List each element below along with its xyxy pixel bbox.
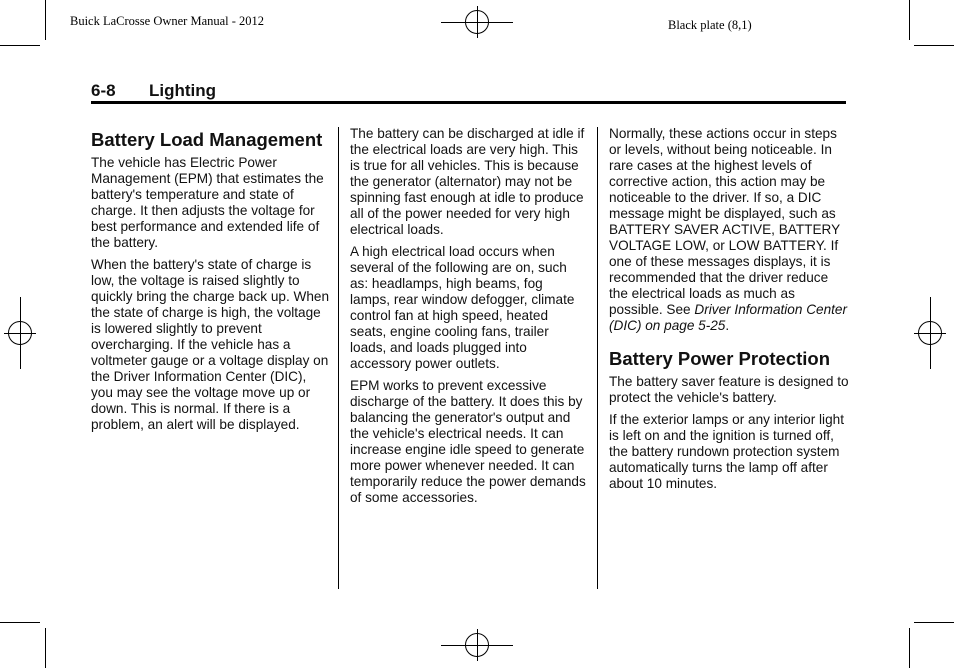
crop-mark-br-h [914, 622, 954, 623]
column-1 [91, 126, 331, 439]
paragraph: The battery saver feature is designed to protect the vehicle's battery. [609, 374, 849, 405]
crop-mark-tr-h [914, 45, 954, 46]
manual-title: Buick LaCrosse Owner Manual - 2012 [70, 14, 265, 28]
section-rule [91, 101, 846, 104]
column-2 [350, 126, 586, 512]
heading-battery-power-protection: Battery Power Protection [609, 348, 831, 369]
crop-mark-tr-v [909, 0, 910, 40]
column-divider-1 [338, 127, 339, 589]
paragraph: If the exterior lamps or any interior light is left on and the ignition is turned off, the battery rundown protection system automatically turns the lamp off after about 10 minutes. [609, 412, 844, 491]
crop-mark-bl-h [0, 622, 40, 623]
paragraph-text: Normally, these actions occur in steps or levels, without being noticeable. In rare cases at the highest levels of corrective action, this action may be noticeable to the driver. If so, a DIC message might be displayed, such as BATTERY SAVER ACTIVE, BATTERY VOLTAGE LOW, or LOW BATTERY. If one of these messages displays, it is recommended that the driver reduce the electrical loads as much as possible. See [609, 126, 840, 317]
paragraph: A high electrical load occurs when several of the following are on, such as: headlamps, high beams, fog lamps, rear window defogger, climate control fan at high speed, heated seats, engine cooling fans, trailer loads, and loads plugged into accessory power outlets. [350, 244, 575, 371]
section-title: Lighting [149, 81, 217, 100]
paragraph: EPM works to prevent excessive discharge of the battery. It does this by balancing the generator's output and the vehicle's electrical needs. It can increase engine idle speed to generate more power whenever needed. It can temporarily reduce the power demands of some accessories. [350, 378, 586, 505]
crop-mark-tl-h [0, 45, 40, 46]
paragraph-end: . [725, 318, 730, 333]
paragraph: The battery can be discharged at idle if the electrical loads are very high. This is true for all vehicles. This is because the generator (alternator) may not be spinning fast enough at idle to produce all of the power needed for very high electrical loads. [350, 126, 585, 237]
paragraph [609, 126, 849, 334]
crop-mark-bl-v [45, 628, 46, 668]
section-number: 6-8 [91, 81, 116, 100]
paragraph: When the battery's state of charge is low, the voltage is raised slightly to quickly bring the charge back up. When the state of charge is high, the voltage is lowered slightly to prevent overcharging. If the vehicle has a voltmeter gauge or a voltage display on the Driver Information Center (DIC), you may see the voltage move up or down. This is normal. If there is a problem, an alert will be displayed. [91, 257, 330, 432]
paragraph: The vehicle has Electric Power Management (EPM) that estimates the battery's temperature and state of charge. It then adjusts the voltage for best performance and extended life of the battery. [91, 155, 324, 250]
cross-reference-link[interactable]: Driver Information Center (DIC) on page 5-25 [609, 302, 848, 333]
column-divider-2 [597, 127, 598, 589]
crop-mark-tl-v [45, 0, 46, 40]
heading-battery-load-management: Battery Load Management [91, 129, 323, 150]
crop-mark-br-v [909, 628, 910, 668]
column-3 [609, 126, 849, 498]
plate-label: Black plate (8,1) [668, 18, 752, 32]
